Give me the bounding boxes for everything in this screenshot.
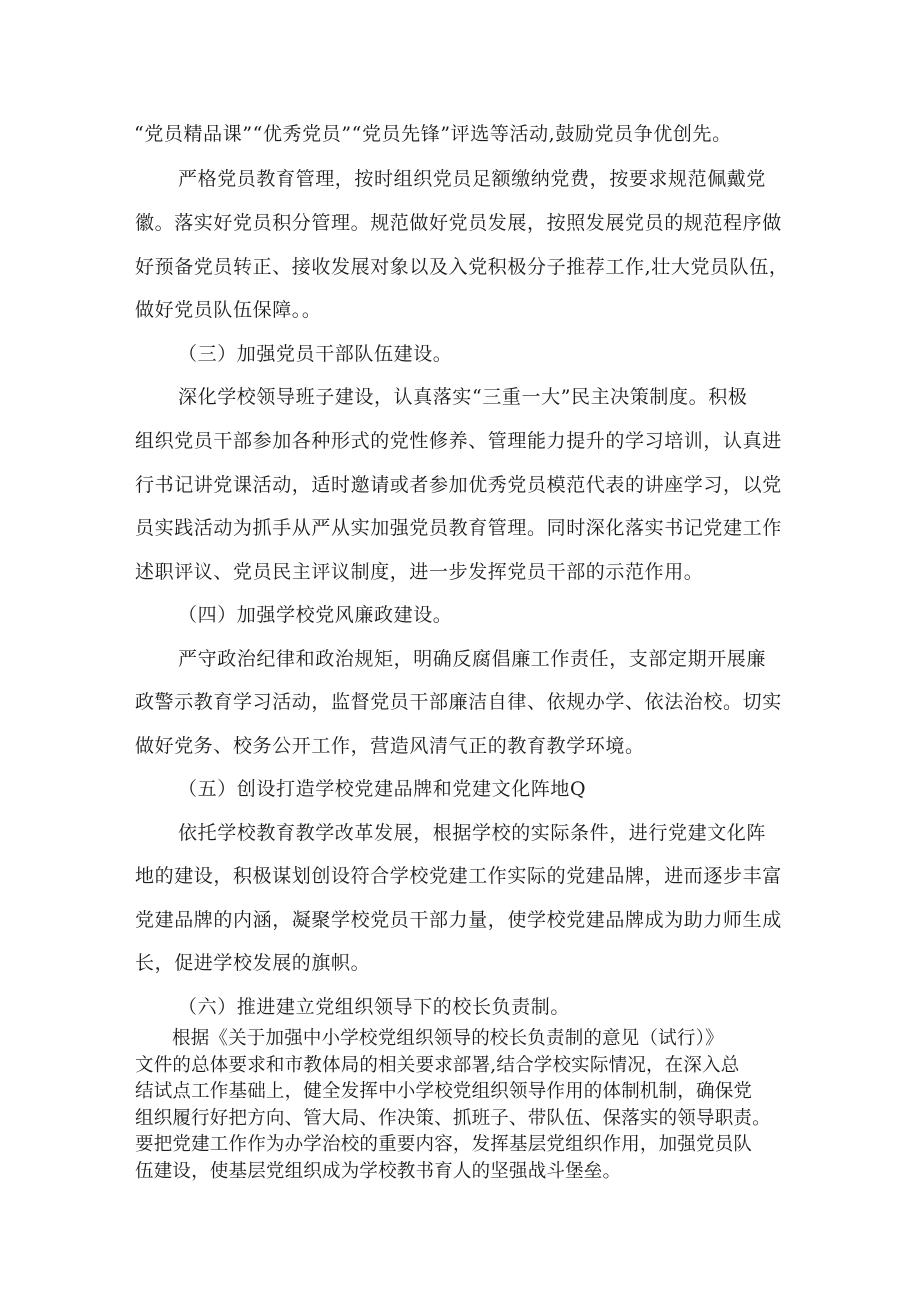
- paragraph-line: 做好党务、校务公开工作，营造风清气正的教育教学环境。: [135, 735, 645, 757]
- paragraph-line: 行书记讲党课活动，适时邀请或者参加优秀党员模范代表的讲座学习，以党: [135, 474, 782, 496]
- paragraph-line: 依托学校教育教学改革发展，根据学校的实际条件，进行党建文化阵: [178, 822, 767, 844]
- paragraph-line: 要把党建工作作为办学治校的重要内容，发挥基层党组织作用，加强党员队: [135, 1134, 753, 1155]
- section-heading: （六）推进建立党组织领导下的校长负责制。: [178, 996, 571, 1018]
- paragraph-line: 好预备党员转正、接收发展对象以及入党积极分子推荐工作,壮大党员队伍，: [135, 256, 789, 278]
- paragraph-line: 根据《关于加强中小学校党组织领导的校长负责制的意见（试行）》: [172, 1028, 724, 1049]
- paragraph-line: 文件的总体要求和市教体局的相关要求部署,结合学校实际情况，在深入总: [135, 1055, 740, 1076]
- paragraph-line: 组织党员干部参加各种形式的党性修养、管理能力提升的学习培训，认真进: [135, 430, 782, 452]
- section-heading: （四）加强学校党风廉政建设。: [178, 604, 453, 626]
- paragraph-line: 长，促进学校发展的旗帜。: [135, 952, 371, 974]
- paragraph-line: 深化学校领导班子建设，认真落实“三重一大”民主决策制度。积极: [178, 386, 748, 408]
- paragraph-line: 党建品牌的内涵，凝聚学校党员干部力量，使学校党建品牌成为助力师生成: [135, 909, 782, 931]
- section-heading: （五）创设打造学校党建品牌和党建文化阵地Q: [178, 778, 587, 800]
- paragraph-line: 严格党员教育管理，按时组织党员足额缴纳党费，按要求规范佩戴党: [178, 168, 767, 190]
- paragraph-line: 严守政治纪律和政治规矩，明确反腐倡廉工作责任，支部定期开展廉: [178, 648, 767, 670]
- paragraph-line: 做好党员队伍保障。。: [135, 299, 322, 321]
- paragraph-line: 结试点工作基础上，健全发挥中小学校党组织领导作用的体制机制，确保党: [135, 1081, 753, 1102]
- paragraph-line: 政警示教育学习活动，监督党员干部廉洁自律、依规办学、依法治校。切实: [135, 691, 782, 713]
- paragraph-line: “党员精品课”“优秀党员”“党员先锋”评选等活动,鼓励党员争优创先。: [134, 123, 732, 145]
- paragraph-line: 地的建设，积极谋划创设符合学校党建工作实际的党建品牌，进而逐步丰富: [135, 865, 782, 887]
- paragraph-line: 徽。落实好党员积分管理。规范做好党员发展，按照发展党员的规范程序做: [135, 212, 782, 234]
- paragraph-line: 述职评议、党员民主评议制度，进一步发挥党员干部的示范作用。: [135, 561, 704, 583]
- paragraph-line: 伍建设，使基层党组织成为学校教书育人的坚强战斗堡垒。: [135, 1161, 622, 1182]
- paragraph-line: 组织履行好把方向、管大局、作决策、抓班子、带队伍、保落实的领导职责。: [135, 1108, 771, 1129]
- paragraph-line: 员实践活动为抓手从严从实加强党员教育管理。同时深化落实书记党建工作: [135, 517, 782, 539]
- section-heading: （三）加强党员干部队伍建设。: [178, 343, 453, 365]
